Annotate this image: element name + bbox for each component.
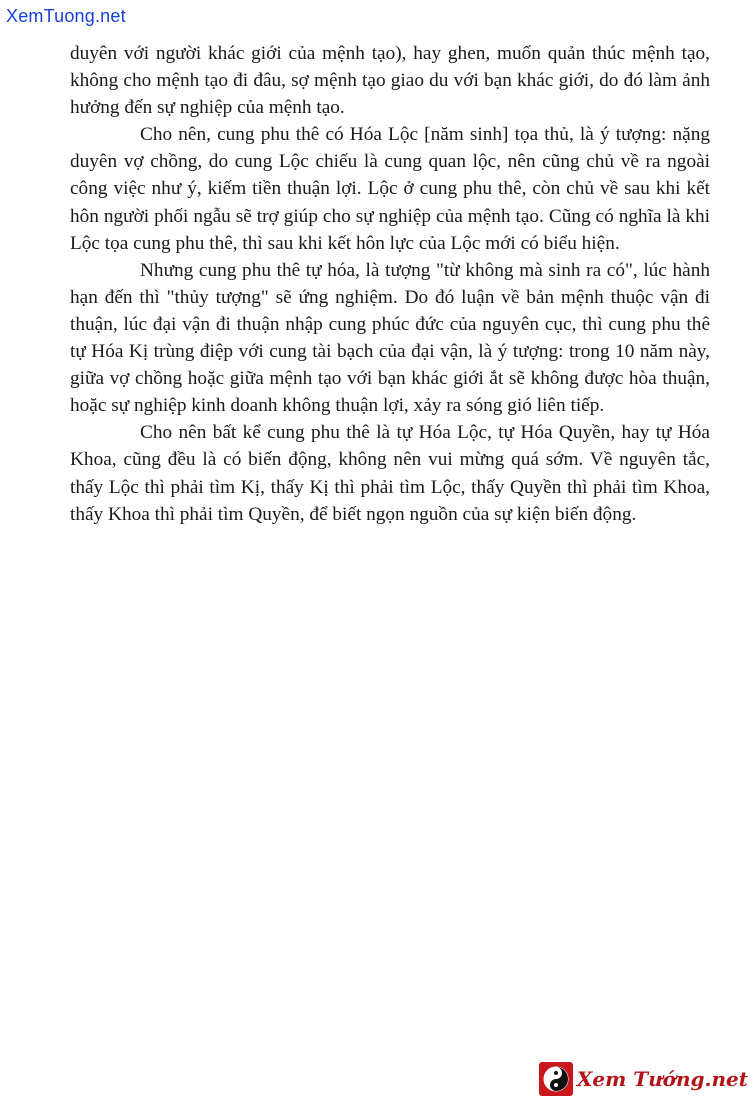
book-page-text bbox=[70, 40, 710, 528]
paragraph-3: Nhưng cung phu thê tự hóa, là tượng "từ không mà sinh ra có", lúc hành hạn đến thì "thủy tượng" sẽ ứng nghiệm. Do đó luận về bản mệnh thuộc vận đi thuận, lúc đại vận đi thuận nhập cung phúc đức của nguyên cục, thì cung phu thê tự Hóa Kị trùng điệp với cung tài bạch của đại vận, là ý tượng: trong 10 năm này, giữa vợ chồng hoặc giữa mệnh tạo với bạn khác giới ắt sẽ không được hòa thuận, hoặc sự nghiệp kinh doanh không thuận lợi, xảy ra sóng gió liên tiếp. bbox=[70, 259, 710, 417]
paragraph-2: Cho nên, cung phu thê có Hóa Lộc [năm sinh] tọa thủ, là ý tượng: nặng duyên vợ chồng, do cung Lộc chiếu là cung quan lộc, nên cũng chủ về ra ngoài công việc như ý, kiếm tiền thuận lợi. Lộc ở cung phu thê, còn chủ về sau khi kết hôn người phối ngẫu sẽ trợ giúp cho sự nghiệp của mệnh tạo. Cũng có nghĩa là khi Lộc tọa cung phu thê, thì sau khi kết hôn lực của Lộc mới có biểu hiện. bbox=[70, 124, 710, 254]
site-watermark: XemTuong.net bbox=[6, 6, 126, 26]
yin-yang-icon bbox=[539, 1062, 573, 1096]
paragraph-4: Cho nên bất kể cung phu thê là tự Hóa Lộc, tự Hóa Quyền, hay tự Hóa Khoa, cũng đều là có biến động, không nên vui mừng quá sớm. Về nguyên tắc, thấy Lộc thì phải tìm Kị, thấy Kị thì phải tìm Lộc, thấy Quyền thì phải tìm Khoa, thấy Khoa thì phải tìm Quyền, để biết ngọn nguồn của sự kiện biến động. bbox=[70, 422, 710, 525]
logo-text: Xem Tướng.net bbox=[576, 1067, 748, 1091]
paragraph-1: duyên với người khác giới của mệnh tạo), hay ghen, muốn quản thúc mệnh tạo, không cho mệnh tạo đi đâu, sợ mệnh tạo giao du với bạn khác giới, do đó làm ảnh hưởng đến sự nghiệp của mệnh tạo. bbox=[70, 43, 710, 119]
site-logo bbox=[539, 1062, 748, 1096]
